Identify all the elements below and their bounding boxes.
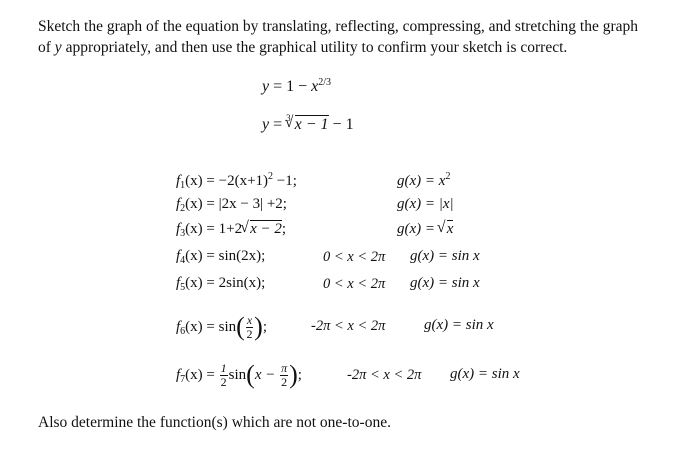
domain-f4: 0 < x < 2π (323, 249, 386, 265)
domain-f5: 0 < x < 2π (323, 276, 386, 292)
function-f2: $f_2(x) = |2x - 3| +2$; (176, 196, 287, 214)
domain-f6: -2π < x < 2π (311, 318, 386, 334)
instructions-paragraph (38, 16, 638, 58)
base-g1: $g(x) = x^2$ (397, 171, 451, 189)
function-f4: $f_4(x) = \sin(2x)$; (176, 248, 266, 266)
equation-1: $y = 1 - x^{2/3}$ (262, 77, 332, 95)
base-g3: g(x) = √ x (397, 221, 453, 238)
domain-f7: -2π < x < 2π (347, 367, 422, 383)
function-f3: $f_3(x) = 1+2√$ x − 2; (176, 221, 286, 239)
instructions-line-2: of y appropriately, and then use the graphical utility to confirm your sketch is correct. (38, 39, 568, 56)
base-g2: g(x) = |x| (397, 196, 454, 212)
base-g7: g(x) = sin x (450, 366, 520, 382)
base-g5: g(x) = sin x (410, 275, 480, 291)
equation-2: y = $^3$√ x − 1 − 1 (262, 113, 354, 134)
instructions-line-1: Sketch the graph of the equation by translating, reflecting, compressing, and stretching the graph (38, 18, 639, 35)
function-f5: $f_5(x) = 2\sin(x)$; (176, 275, 266, 293)
function-f7: $f_7(x)$ = $\frac{1}{2}$ sin(x − $\frac{\pi}{2}$ ); (176, 359, 302, 389)
var-y: y (54, 39, 62, 56)
function-f6: $f_6(x) = \sin$( $\frac{x}{2}$ ); (176, 311, 267, 341)
function-f1: $f_1(x) = -2(x+1)^2 -1$; (176, 171, 297, 191)
closing-question: Also determine the function(s) which are not one-to-one. (38, 414, 391, 431)
base-g6: g(x) = sin x (424, 317, 494, 333)
base-g4: g(x) = sin x (410, 248, 480, 264)
